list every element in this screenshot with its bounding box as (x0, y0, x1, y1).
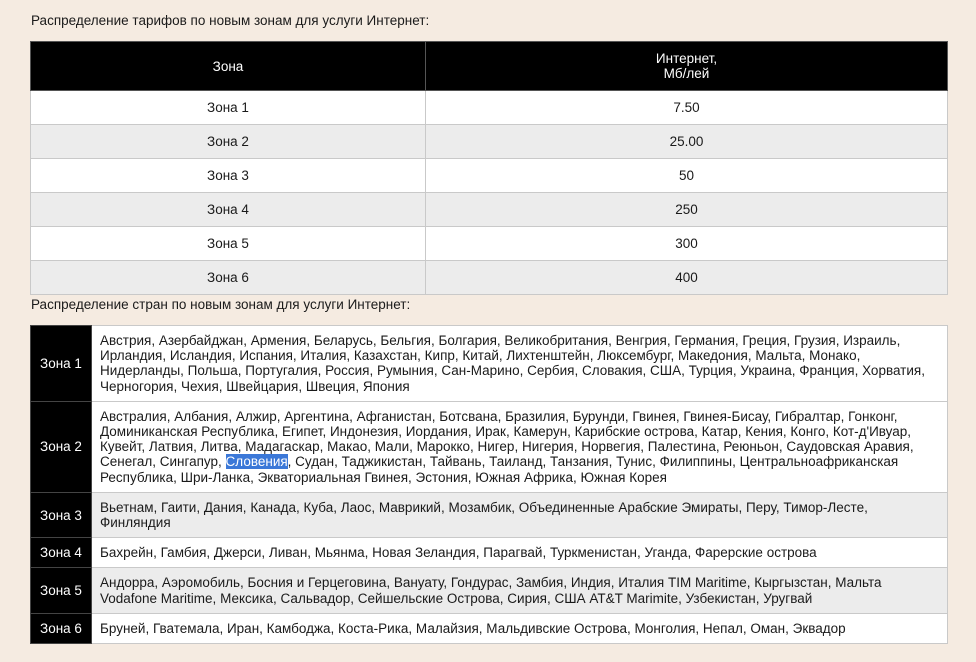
tariff-zone-cell: Зона 3 (31, 159, 426, 193)
country-list-cell (92, 401, 948, 492)
table-row (31, 326, 948, 402)
table-row (31, 91, 948, 125)
tariff-price-cell: 50 (426, 159, 948, 193)
table-row (31, 193, 948, 227)
table-row (31, 401, 948, 492)
country-list-cell: Австрия, Азербайджан, Армения, Беларусь, Бельгия, Болгария, Великобритания, Венгрия, Германия, Греция, Грузия, Израиль, Ирландия, Исландия, Испания, Италия, Казахстан, Кипр, Китай, Лихтенштейн, Люксембург, Македония, Мальта, Монако, Нидерланды, Польша, Португалия, Россия, Румыния, Сан-Марино, Сербия, Словакия, США, Турция, Украина, Франция, Хорватия, Черногория, Чехия, Швейцария, Швеция, Япония (92, 326, 948, 402)
table-row (31, 125, 948, 159)
tariff-price-cell: 400 (426, 261, 948, 295)
header-zone: Зона (31, 42, 426, 91)
header-price (426, 42, 948, 91)
tariff-zone-cell: Зона 5 (31, 227, 426, 261)
country-list-text: Австралия, Албания, Алжир, Аргентина, Афганистан, Ботсвана, Бразилия, Бурунди, Гвинея, Гвинея-Бисау, Гибралтар, Гонконг, Доминиканская Республика, Египет, Индонезия, Иордания, Ирак, Камерун, Карибские острова, Катар, Кения, Конго, Кот-д'Ивуар, Кувейт, Латвия, Литва, Мадагаскар, Макао, Мали, Марокко, Нигер, Нигерия, Норвегия, Палестина, Реюньон, Саудовская Аравия, Сенегал, Сингапур, (100, 408, 914, 470)
tariff-price-cell: 7.50 (426, 91, 948, 125)
table-row (31, 613, 948, 643)
country-list-text: , Судан, Таджикистан, Тайвань, Таиланд, Танзания, Тунис, Филиппины, Центральноафриканская Республика, Шри-Ланка, Экваториальная Гвинея, Эстония, Южная Африка, Южная Корея (100, 454, 899, 485)
countries-table (30, 325, 948, 644)
countries-caption: Распределение стран по новым зонам для услуги Интернет: (31, 297, 411, 312)
zone-label-cell: Зона 3 (31, 492, 92, 537)
zone-label-cell: Зона 6 (31, 613, 92, 643)
tariffs-table (30, 41, 948, 295)
tariffs-header-row (31, 42, 948, 91)
zone-label-cell: Зона 4 (31, 538, 92, 568)
zone-label-cell: Зона 5 (31, 568, 92, 613)
zone-label-cell: Зона 1 (31, 326, 92, 402)
table-row (31, 159, 948, 193)
tariffs-caption: Распределение тарифов по новым зонам для услуги Интернет: (31, 13, 430, 28)
tariff-price-cell: 25.00 (426, 125, 948, 159)
country-list-cell: Андорра, Аэромобиль, Босния и Герцеговина, Вануату, Гондурас, Замбия, Индия, Италия TIM Maritime, Кыргызстан, Мальта Vodafone Maritime, Мексика, Сальвадор, Сейшельские Острова, Сирия, США AT&T Marimite, Узбекистан, Уругвай (92, 568, 948, 613)
country-list-cell: Бахрейн, Гамбия, Джерси, Ливан, Мьянма, Новая Зеландия, Парагвай, Туркменистан, Уганда, Фарерские острова (92, 538, 948, 568)
table-row (31, 538, 948, 568)
tariff-price-cell: 250 (426, 193, 948, 227)
tariff-zone-cell: Зона 6 (31, 261, 426, 295)
table-row (31, 227, 948, 261)
header-price-line2: Мб/лей (663, 66, 710, 81)
country-list-cell: Вьетнам, Гаити, Дания, Канада, Куба, Лаос, Маврикий, Мозамбик, Объединенные Арабские Эмираты, Перу, Тимор-Лесте, Финляндия (92, 492, 948, 537)
table-row (31, 261, 948, 295)
tariff-zone-cell: Зона 4 (31, 193, 426, 227)
country-list-cell: Бруней, Гватемала, Иран, Камбоджа, Коста-Рика, Малайзия, Мальдивские Острова, Монголия, Непал, Оман, Эквадор (92, 613, 948, 643)
tariff-zone-cell: Зона 1 (31, 91, 426, 125)
table-row (31, 492, 948, 537)
tariff-zone-cell: Зона 2 (31, 125, 426, 159)
tariff-price-cell: 300 (426, 227, 948, 261)
table-row (31, 568, 948, 613)
zone-label-cell: Зона 2 (31, 401, 92, 492)
header-price-line1: Интернет, (655, 51, 718, 66)
selected-text[interactable]: Словения (225, 454, 288, 470)
